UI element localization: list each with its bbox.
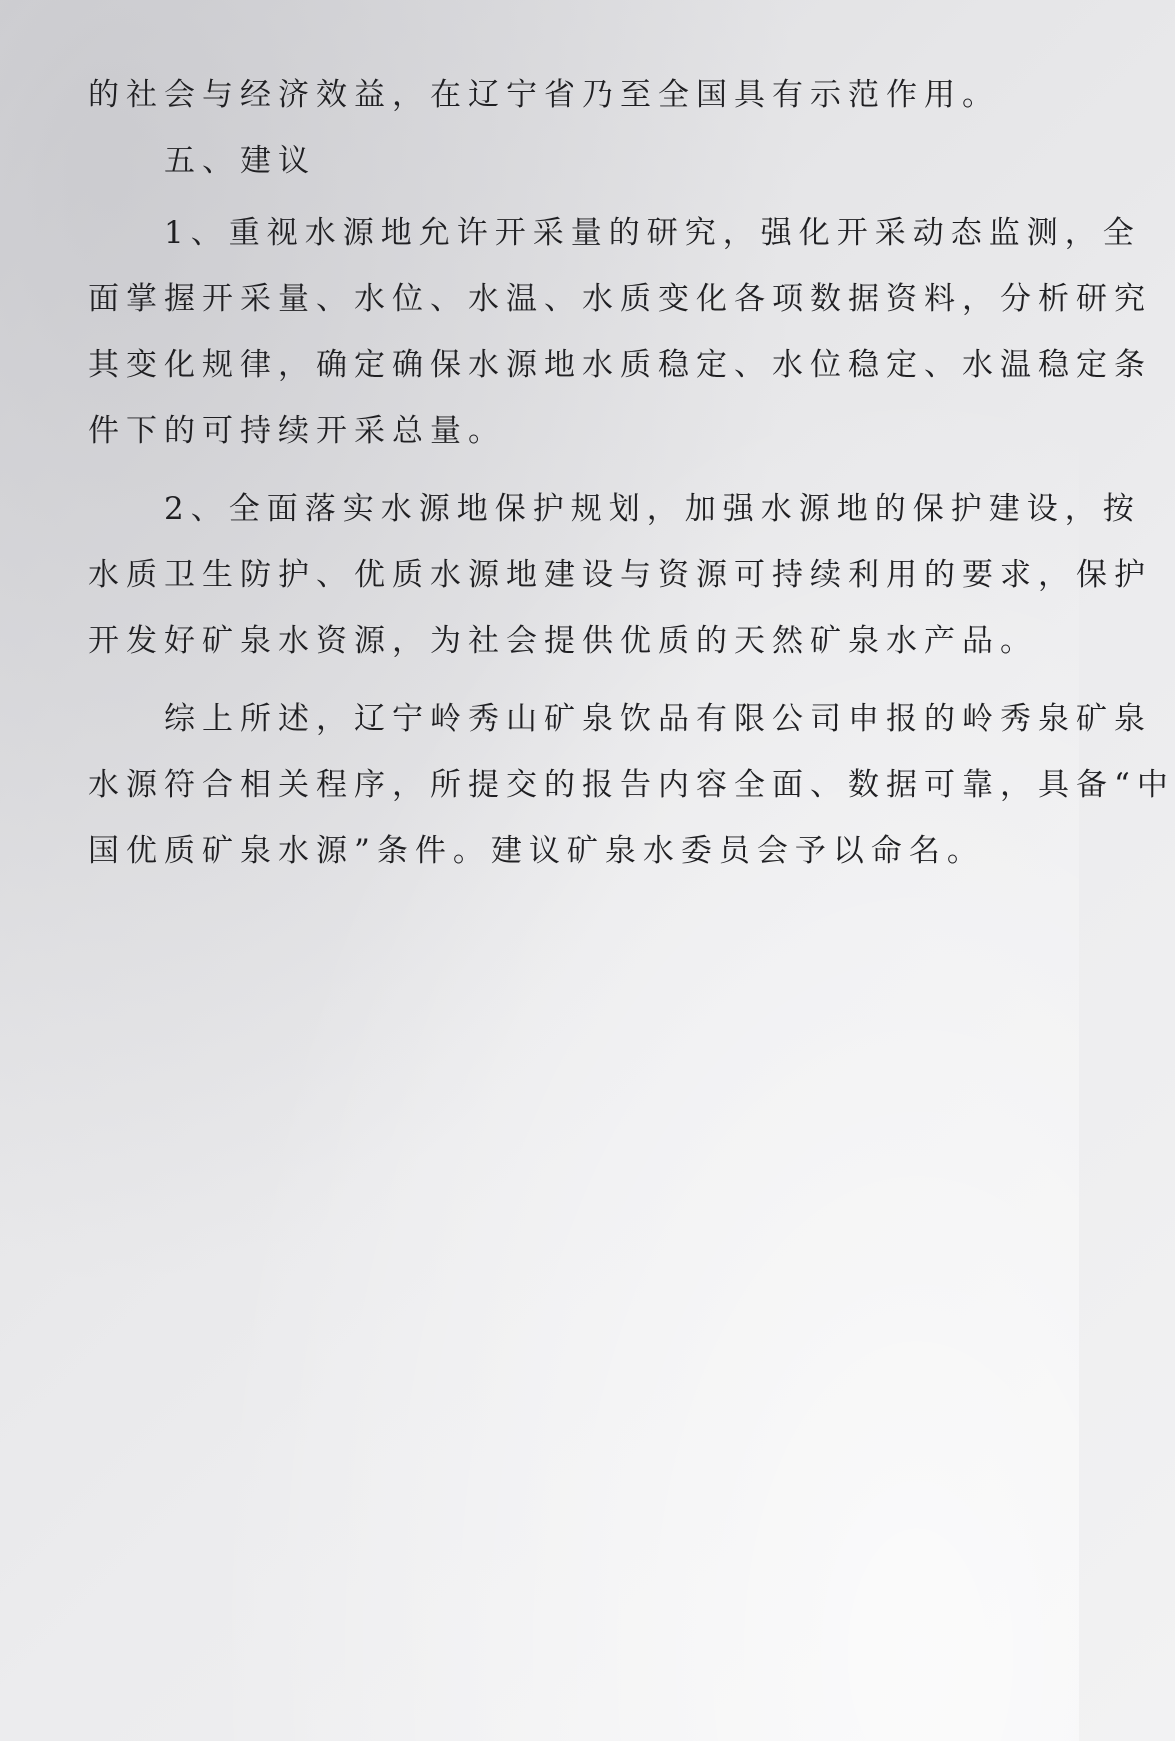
text-line: 2、全面落实水源地保护规划，加强水源地的保护建设，按 (164, 491, 1141, 527)
document-body (88, 62, 1175, 884)
text-line: 面掌握开采量、水位、水温、水质变化各项数据资料，分析研究 (88, 281, 1152, 317)
text-line: 其变化规律，确定确保水源地水质稳定、水位稳定、水温稳定条 (88, 347, 1152, 383)
text-line: 件下的可持续开采总量。 (88, 413, 506, 449)
text-line: 的社会与经济效益，在辽宁省乃至全国具有示范作用。 (88, 77, 1000, 113)
text-line: 国优质矿泉水源”条件。建议矿泉水委员会予以命名。 (88, 833, 985, 869)
section-heading: 五、建议 (164, 143, 316, 179)
text-line: 水质卫生防护、优质水源地建设与资源可持续利用的要求，保护 (88, 557, 1152, 593)
text-line: 综上所述，辽宁岭秀山矿泉饮品有限公司申报的岭秀泉矿泉 (164, 701, 1152, 737)
text-line: 1、重视水源地允许开采量的研究，强化开采动态监测，全 (164, 215, 1141, 251)
text-line: 水源符合相关程序，所提交的报告内容全面、数据可靠，具备“中 (88, 767, 1175, 803)
text-line: 开发好矿泉水资源，为社会提供优质的天然矿泉水产品。 (88, 623, 1038, 659)
